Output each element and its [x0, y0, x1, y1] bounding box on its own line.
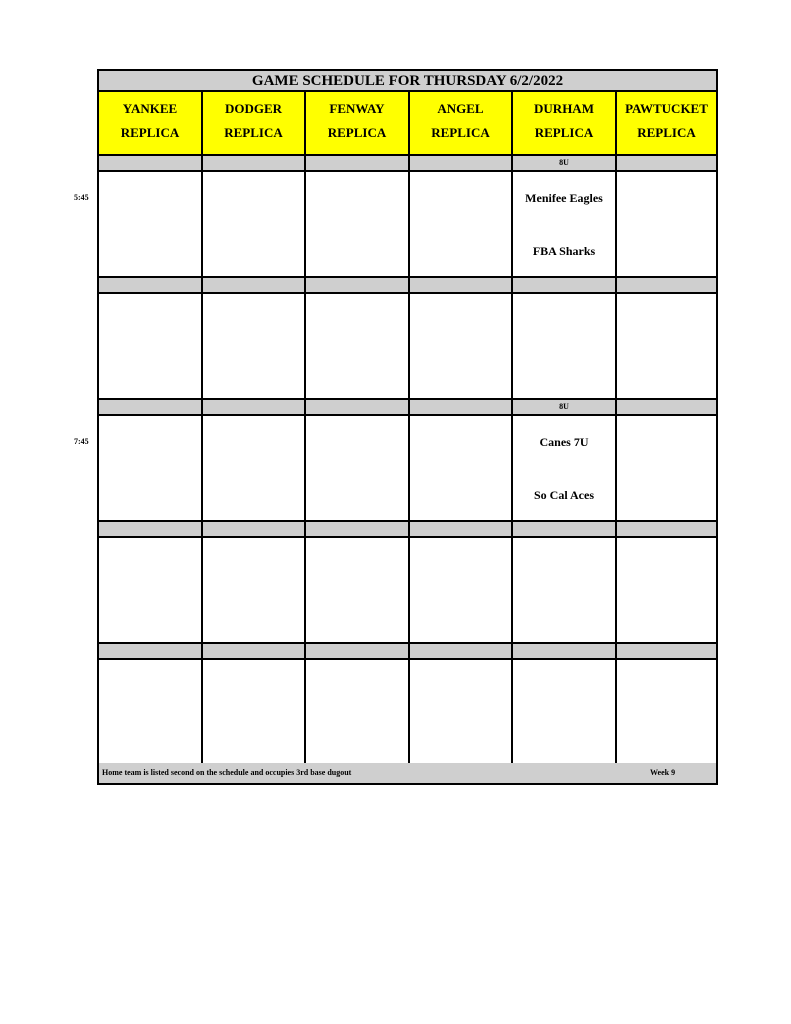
field-name: ANGEL: [437, 101, 484, 116]
game-cell: [513, 416, 617, 522]
field-header-2: [306, 92, 410, 156]
division-label: [617, 278, 716, 294]
division-label: [99, 400, 203, 416]
division-label: [617, 522, 716, 538]
division-label: [617, 156, 716, 172]
division-label: [99, 156, 203, 172]
division-band: [99, 644, 716, 660]
game-cell: [203, 660, 306, 766]
game-row: [99, 416, 716, 522]
division-label: [306, 522, 410, 538]
away-team: Menifee Eagles: [525, 191, 603, 205]
game-cell: [99, 538, 203, 644]
game-cell: [410, 172, 513, 278]
field-subtitle: REPLICA: [431, 125, 490, 140]
game-row: [99, 660, 716, 766]
division-label: [410, 644, 513, 660]
field-subtitle: REPLICA: [224, 125, 283, 140]
field-name: FENWAY: [329, 101, 385, 116]
game-cell: [617, 172, 716, 278]
game-cell: [203, 294, 306, 400]
game-cell: [203, 416, 306, 522]
field-subtitle: REPLICA: [637, 125, 696, 140]
division-label: [617, 400, 716, 416]
game-cell: [410, 294, 513, 400]
division-label: [203, 522, 306, 538]
division-label: [99, 278, 203, 294]
field-name: DODGER: [224, 101, 283, 116]
division-band: [99, 278, 716, 294]
game-cell: [306, 416, 410, 522]
division-label: [203, 644, 306, 660]
field-header-0: [99, 92, 203, 156]
game-cell: [410, 538, 513, 644]
division-band: [99, 400, 716, 416]
division-label: [203, 278, 306, 294]
game-cell: [306, 538, 410, 644]
division-label: [410, 156, 513, 172]
division-label: [513, 278, 617, 294]
field-subtitle: REPLICA: [120, 125, 180, 140]
game-cell: [513, 538, 617, 644]
game-cell: [617, 294, 716, 400]
week-label: Week 9: [650, 768, 676, 777]
game-cell: [306, 172, 410, 278]
division-label: [410, 522, 513, 538]
game-cell: [99, 660, 203, 766]
field-header-4: [513, 92, 617, 156]
division-label: [306, 400, 410, 416]
game-cell: [99, 416, 203, 522]
game-cell: [410, 416, 513, 522]
schedule-sheet: [97, 69, 718, 785]
division-label: [410, 278, 513, 294]
schedule-footer: [99, 763, 716, 783]
game-row: [99, 172, 716, 278]
field-name: YANKEE: [122, 101, 178, 116]
division-label: [617, 644, 716, 660]
game-cell: [306, 660, 410, 766]
field-header-row: [99, 92, 716, 156]
game-row: [99, 294, 716, 400]
home-team: So Cal Aces: [534, 488, 594, 502]
game-cell: [617, 416, 716, 522]
away-team: Canes 7U: [539, 435, 589, 449]
division-band: [99, 522, 716, 538]
game-cell: [513, 294, 617, 400]
game-cell: [513, 660, 617, 766]
division-label: [203, 400, 306, 416]
game-cell: [617, 660, 716, 766]
schedule-title: GAME SCHEDULE FOR THURSDAY 6/2/2022: [99, 71, 716, 92]
game-cell: [306, 294, 410, 400]
division-label: [306, 156, 410, 172]
division-label: [306, 644, 410, 660]
game-row: [99, 538, 716, 644]
time-label: 5:45: [74, 193, 89, 202]
division-label: 8U: [513, 156, 617, 172]
game-cell: [513, 172, 617, 278]
division-label: [306, 278, 410, 294]
division-label: [513, 644, 617, 660]
game-cell: [99, 172, 203, 278]
field-subtitle: REPLICA: [327, 125, 387, 140]
field-header-3: [410, 92, 513, 156]
division-label: [513, 522, 617, 538]
field-name: DURHAM: [534, 101, 594, 116]
game-cell: [617, 538, 716, 644]
field-header-5: [617, 92, 716, 156]
game-cell: [203, 538, 306, 644]
division-band: [99, 156, 716, 172]
game-cell: [203, 172, 306, 278]
game-cell: [99, 294, 203, 400]
field-subtitle: REPLICA: [534, 125, 594, 140]
field-name: PAWTUCKET: [625, 101, 708, 116]
time-label: 7:45: [74, 437, 89, 446]
game-cell: [410, 660, 513, 766]
division-label: [99, 644, 203, 660]
field-header-1: [203, 92, 306, 156]
division-label: [410, 400, 513, 416]
division-label: 8U: [513, 400, 617, 416]
footer-note: Home team is listed second on the schedule and occupies 3rd base dugout: [102, 768, 352, 777]
division-label: [203, 156, 306, 172]
division-label: [99, 522, 203, 538]
home-team: FBA Sharks: [532, 244, 596, 258]
